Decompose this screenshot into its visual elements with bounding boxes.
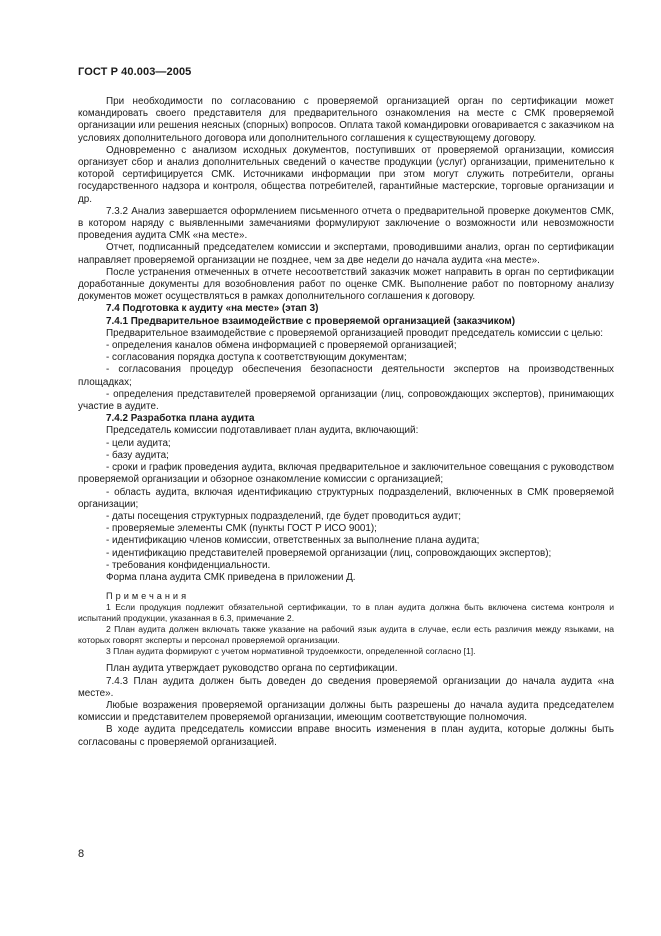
list-item: - область аудита, включая идентификацию структурных подразделений, включенных в СМК проверяемой организации; <box>78 486 614 510</box>
list-item: - базу аудита; <box>106 449 169 461</box>
note: 2 План аудита должен включать также указание на рабочий язык аудита в случае, если есть различия между языками, на которых говорят эксперты и персонал проверяемой организации. <box>78 624 614 646</box>
paragraph: Отчет, подписанный председателем комиссии и экспертами, проводившими анализ, орган по сертификации направляет проверяемой организации не позднее, чем за две недели до начала аудита «на месте». <box>78 242 614 266</box>
list-item: - определения представителей проверяемой организации (лиц, сопровождающих экспертов), принимающих участие в аудите. <box>78 388 614 413</box>
paragraph: Любые возражения проверяемой организации должны быть разрешены до начала аудита председателем комиссии и представителем проверяемой организации, имеющим соответствующие полномочия. <box>78 699 614 724</box>
document-body <box>78 96 614 749</box>
paragraph: После устранения отмеченных в отчете несоответствий заказчик может направить в орган по сертификации доработанные документы для возобновления работ по оценке СМК. Выполнение работ по повторному анализу документов может осуществляться в рамках дополнительного соглашения к договору. <box>78 266 614 303</box>
paragraph: 7.4.3 План аудита должен быть доведен до сведения проверяемой организации до начала аудита «на месте». <box>78 675 614 699</box>
notes-title: Примечания <box>106 591 190 602</box>
list-item: - согласования процедур обеспечения безопасности деятельности экспертов на производственных площадках; <box>78 364 614 388</box>
paragraph: Предварительное взаимодействие с проверяемой организацией проводит председатель комиссии с целью: <box>106 327 604 339</box>
list-item: - идентификацию представителей проверяемой организации (лиц, сопровождающих экспертов); <box>106 547 552 559</box>
subsection-heading: 7.4.1 Предварительное взаимодействие с проверяемой организацией (заказчиком) <box>106 315 515 327</box>
note: 1 Если продукция подлежит обязательной сертификации, то в план аудита должна быть включена система контроля и испытаний продукции, указанная в 6.3, примечание 2. <box>78 602 614 624</box>
list-item: - идентификацию членов комиссии, ответственных за выполнение плана аудита; <box>106 535 480 547</box>
paragraph: Форма плана аудита СМК приведена в приложении Д. <box>106 571 356 583</box>
paragraph: В ходе аудита председатель комиссии вправе вносить изменения в план аудита, которые должны быть согласованы с проверяемой организацией. <box>78 724 614 748</box>
subsection-heading: 7.4.2 Разработка плана аудита <box>106 413 255 425</box>
page-number: 8 <box>78 848 85 860</box>
section-heading: 7.4 Подготовка к аудиту «на месте» (этап 3) <box>106 303 319 315</box>
note: 3 План аудита формируют с учетом нормативной трудоемкости, определенной согласно [1]. <box>106 646 476 657</box>
paragraph: 7.3.2 Анализ завершается оформлением письменного отчета о предварительной проверке документов СМК, в котором наряду с выявленными замечаниями формулируют заключение о возможности или невозможности проведения аудита СМК «на месте». <box>78 205 614 242</box>
list-item: - согласования порядка доступа к соответствующим документам; <box>106 352 407 364</box>
list-item: - определения каналов обмена информацией с проверяемой организацией; <box>106 340 457 352</box>
list-item: - проверяемые элементы СМК (пункты ГОСТ Р ИСО 9001); <box>106 523 377 535</box>
list-item: - сроки и график проведения аудита, включая предварительное и заключительное совещания с руководством проверяемой организации и обзорное ознакомление комиссии с организацией; <box>78 462 614 486</box>
list-item: - цели аудита; <box>106 437 171 449</box>
document-header: ГОСТ Р 40.003—2005 <box>78 66 192 78</box>
paragraph: При необходимости по согласованию с проверяемой организацией орган по сертификации может командировать своего представителя для предварительного ознакомления на месте с СМК проверяемой организации или решения неясных (спорных) вопросов. Оплата такой командировки оговаривается с заказчиком на условиях дополнительного договора или дополнительного соглашения к существующему договору. <box>78 96 614 144</box>
paragraph: Одновременно с анализом исходных документов, поступивших от проверяемой организации, комиссия организует сбор и анализ дополнительных сведений о качестве продукции (услуг) организации, применительно к которой сертифицируется СМК. Источниками информации при этом могут служить потребители, органы государственного надзора и контроля, общества потребителей, гарантийные мастерские, торговые организации и др. <box>78 144 614 205</box>
list-item: - требования конфиденциальности. <box>106 559 271 571</box>
paragraph: План аудита утверждает руководство органа по сертификации. <box>106 663 398 675</box>
paragraph: Председатель комиссии подготавливает план аудита, включающий: <box>106 425 419 437</box>
list-item: - даты посещения структурных подразделений, где будет проводиться аудит; <box>106 510 462 522</box>
